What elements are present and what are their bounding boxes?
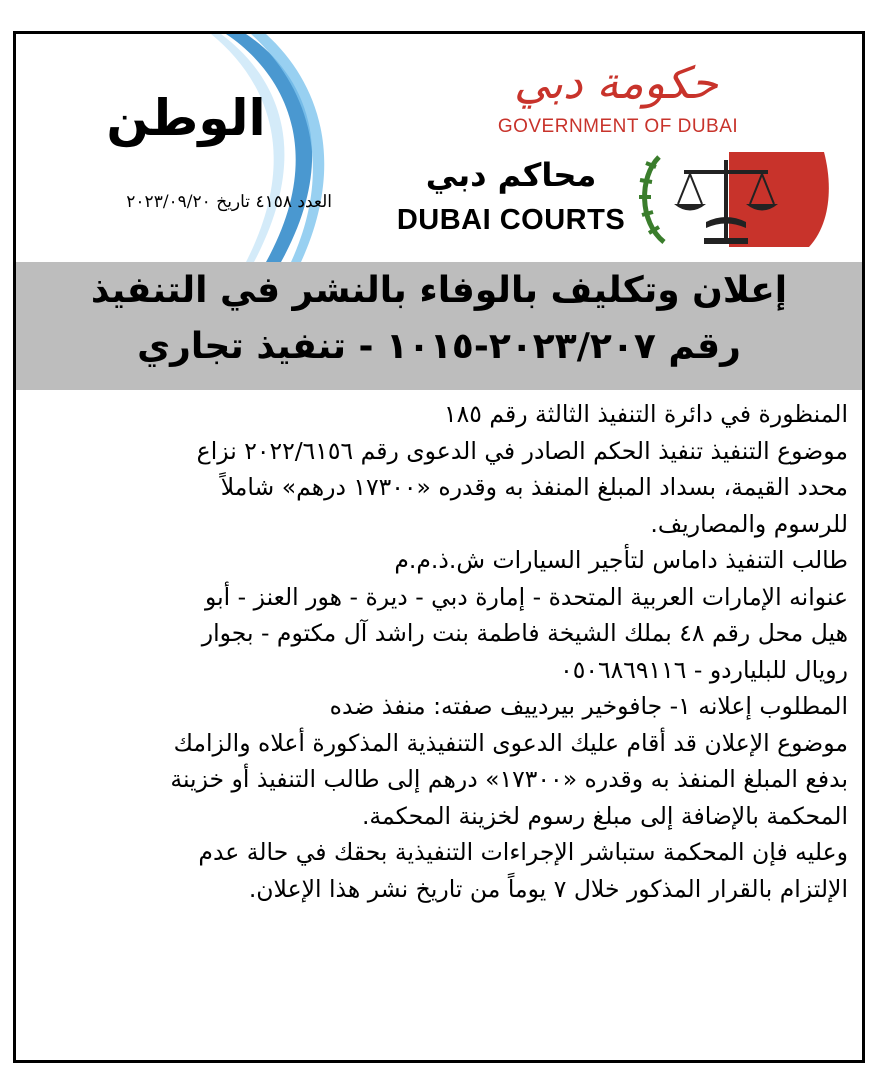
notice-body [30,396,848,907]
body-line: رويال للبلياردو - ٠٥٠٦٨٦٩١١٦ [560,655,848,684]
notice-title-band [16,262,862,390]
body-line: الإلتزام بالقرار المذكور خلال ٧ يوماً من تاريخ نشر هذا الإعلان. [248,874,848,903]
body-line: محدد القيمة، بسداد المبلغ المنفذ به وقدره «١٧٣٠٠ درهم» شاملاً [220,473,848,501]
body-line: المنظورة في دائرة التنفيذ الثالثة رقم ١٨٥ [444,400,848,428]
body-line: المطلوب إعلانه ١- جافوخير بيردييف صفته: منفذ ضده [329,692,848,720]
court-notice [13,31,865,1063]
body-line: عنوانه الإمارات العربية المتحدة - إمارة دبي - ديرة - هور العنز - أبو [204,582,848,611]
body-line: للرسوم والمصاريف. [650,509,848,538]
body-line: بدفع المبلغ المنفذ به وقدره «١٧٣٠٠» درهم إلى طالب التنفيذ أو خزينة [170,765,848,793]
case-number-title: رقم ٢٠٢٣/٢٠٧-١٠١٥ - تنفيذ تجاري [137,326,741,367]
notice-title: إعلان وتكليف بالوفاء بالنشر في التنفيذ [90,270,788,311]
government-of-dubai-arabic-logo: حكومة دبي [514,58,718,109]
body-line: موضوع الإعلان قد أقام عليك الدعوى التنفيذية المذكورة أعلاه والزامك [173,728,848,757]
newspaper-swoosh-graphic [206,34,336,262]
body-line: وعليه فإن المحكمة ستباشر الإجراءات التنفيذية بحقك في حالة عدم [198,838,848,866]
notice-header [16,34,862,262]
dubai-courts-arabic-text: محاكم دبي [425,156,597,194]
body-line: هيل محل رقم ٤٨ بملك الشيخة فاطمة بنت راشد آل مكتوم - بجوار [201,619,848,647]
body-line: المحكمة بالإضافة إلى مبلغ رسوم لخزينة المحكمة. [361,801,848,830]
body-line: موضوع التنفيذ تنفيذ الحكم الصادر في الدعوى رقم ٢٠٢٢/٦١٥٦ نزاع [196,436,848,465]
dubai-courts-english-text: DUBAI COURTS [396,204,626,236]
government-of-dubai-english-text: GOVERNMENT OF DUBAI [497,116,739,137]
newspaper-logo-text: الوطن [106,89,266,147]
body-line: طالب التنفيذ داماس لتأجير السيارات ش.ذ.م.م [394,546,848,574]
issue-date-line: العدد ٤١٥٨ تاريخ ٢٠٢٣/٠٩/٢٠ [126,192,332,212]
scales-of-justice-icon [634,142,834,252]
